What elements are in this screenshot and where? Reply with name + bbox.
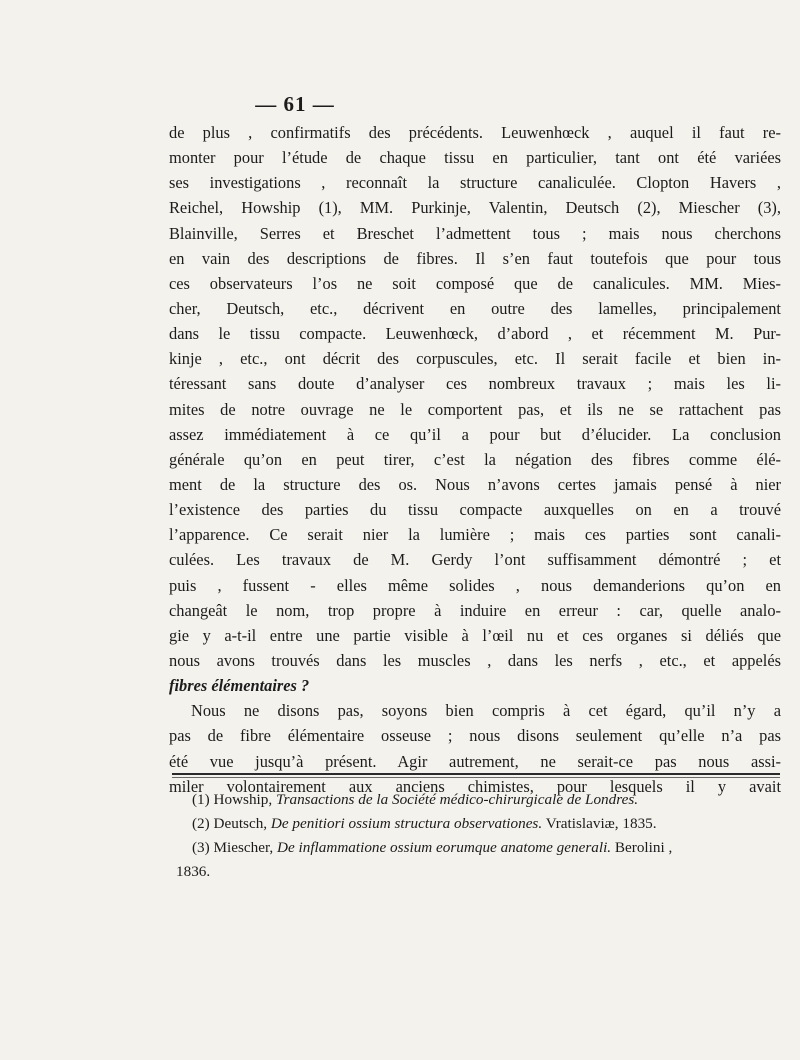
text-line: ment de la structure des os. Nous n’avons certes jamais pensé à nier xyxy=(169,474,781,494)
footnote-marker: (2) xyxy=(192,815,210,832)
text-line: Nous ne disons pas, soyons bien compris à cet égard, qu’il n’y a xyxy=(191,701,781,721)
footnote-title: De penitiori ossium structura observationes. xyxy=(270,815,543,832)
text-line: ces observateurs l’os ne soit composé que de canalicules. MM. Mies- xyxy=(169,273,781,293)
footnote-author: Miescher, xyxy=(213,839,274,856)
text-line: kinje , etc., ont décrit des corpuscules, etc. Il serait facile et bien in- xyxy=(169,349,781,369)
text-line: assez immédiatement à ce qu’il a pour but d’élucider. La conclusion xyxy=(169,424,781,444)
text-line: monter pour l’étude de chaque tissu en particulier, tant ont été variées xyxy=(169,148,781,168)
footnote-publication: Vratislaviæ, 1835. xyxy=(545,815,657,832)
footnote-author: Deutsch, xyxy=(213,815,268,832)
footnote-2 xyxy=(192,812,780,836)
footnote-3-continuation: 1836. xyxy=(176,863,211,880)
text-line: de plus , confirmatifs des précédents. Leuwenhœck , auquel il faut re- xyxy=(169,123,781,142)
footnote-marker: (1) xyxy=(192,791,210,808)
text-line: dans le tissu compacte. Leuwenhœck, d’abord , et récemment M. Pur- xyxy=(169,324,781,344)
text-line: Blainville, Serres et Breschet l’admettent tous ; mais nous cherchons xyxy=(169,223,781,243)
text-line: Reichel, Howship (1), MM. Purkinje, Valentin, Deutsch (2), Miescher (3), xyxy=(169,198,781,218)
text-line: l’apparence. Ce serait nier la lumière ; mais ces parties sont canali- xyxy=(169,525,781,545)
footnote-publication: Berolini , xyxy=(614,839,673,856)
text-line: pas de fibre élémentaire osseuse ; nous disons seulement qu’elle n’a pas xyxy=(169,726,781,746)
footnote-marker: (3) xyxy=(192,839,210,856)
page-number: — 61 — xyxy=(255,92,335,116)
footnote-3 xyxy=(192,836,780,860)
text-line: mites de notre ouvrage ne le comportent pas, et ils ne se rattachent pas xyxy=(169,399,781,419)
text-line: été vue jusqu’à présent. Agir autrement, ne serait-ce pas nous assi- xyxy=(169,751,781,771)
text-line: changeât le nom, trop propre à induire en erreur : car, quelle analo- xyxy=(169,600,781,620)
footnote-1 xyxy=(192,788,780,812)
footnote-title: Transactions de la Société médico-chirurgicale de Londres. xyxy=(275,791,639,808)
text-line: cher, Deutsch, etc., décrivent en outre des lamelles, principalement xyxy=(169,298,781,318)
footnote-title: De inflammatione ossium eorumque anatome generali. xyxy=(277,839,612,856)
main-text xyxy=(169,120,781,799)
emphasized-term: fibres élémentaires ? xyxy=(169,676,310,696)
text-line: miler volontairement aux anciens chimistes, pour lesquels il y avait xyxy=(169,776,781,796)
text-line: gie y a-t-il entre une partie visible à l’œil nu et ces organes si déliés que xyxy=(169,625,781,645)
footnote-author: Howship, xyxy=(213,791,273,808)
text-line: puis , fussent - elles même solides , nous demanderions qu’on en xyxy=(169,575,781,595)
text-line: générale qu’on en peut tirer, c’est la négation des fibres comme élé- xyxy=(169,449,781,469)
text-line: en vain des descriptions de fibres. Il s’en faut toutefois que pour tous xyxy=(169,248,781,268)
footnote-separator xyxy=(172,773,780,775)
text-line: nous avons trouvés dans les muscles , dans les nerfs , etc., et appelés xyxy=(169,650,781,670)
footnote-separator-thin xyxy=(172,777,780,778)
text-line: culées. Les travaux de M. Gerdy l’ont suffisamment démontré ; et xyxy=(169,550,781,570)
text-line: téressant sans doute d’analyser ces nombreux travaux ; mais les li- xyxy=(169,374,781,394)
footnotes xyxy=(176,788,780,884)
text-line: l’existence des parties du tissu compacte auxquelles on en a trouvé xyxy=(169,500,781,520)
text-line: ses investigations , reconnaît la structure canaliculée. Clopton Havers , xyxy=(169,173,781,193)
